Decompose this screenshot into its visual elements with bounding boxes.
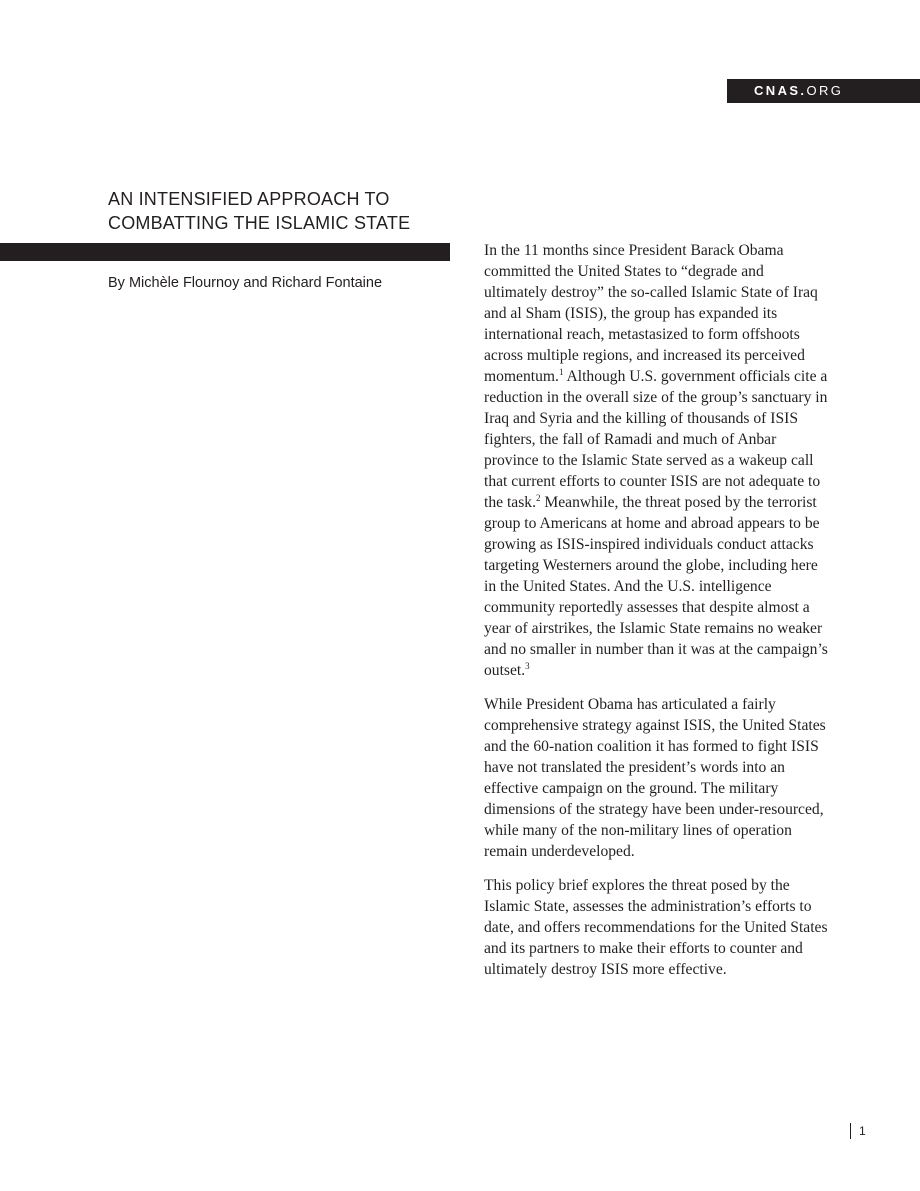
- paragraph-1-text-c: Meanwhile, the threat posed by the terrorist group to Americans at home and abroad appears to be growing as ISIS-inspired individuals conduct attacks targeting Westerners around the globe, including here in the United States. And the U.S. intelligence community reportedly assesses that despite almost a year of airstrikes, the Islamic State remains no weaker and no smaller in number than it was at the campaign’s outset.: [484, 494, 828, 679]
- brand-domain: ORG: [806, 83, 844, 98]
- paragraph-1-text-a: In the 11 months since President Barack Obama committed the United States to “degrade and ultimately destroy” the so-called Islamic State of Iraq and al Sham (ISIS), the group has expanded its international reach, metastasized to form offshoots across multiple regions, and increased its perceived momentum.: [484, 242, 818, 385]
- byline: By Michèle Flournoy and Richard Fontaine: [108, 275, 383, 291]
- body-text-column: [484, 240, 830, 993]
- title-line-2: COMBATTING THE ISLAMIC STATE: [108, 213, 411, 233]
- paragraph-1-text-b: Although U.S. government officials cite a reduction in the overall size of the group’s sanctuary in Iraq and Syria and the killing of thousands of ISIS fighters, the fall of Ramadi and much of Anbar province to the Islamic State served as a wakeup call that current efforts to counter ISIS are not adequate to the task.: [484, 368, 828, 511]
- footnote-ref-1: 1: [558, 367, 564, 377]
- site-brand-bar: [727, 79, 920, 103]
- title-line-1: AN INTENSIFIED APPROACH TO: [108, 189, 390, 209]
- body-paragraph-3: This policy brief explores the threat posed by the Islamic State, assesses the administration’s efforts to date, and offers recommendations for the United States and its partners to make their efforts to counter and ultimately destroy ISIS more effective.: [484, 877, 828, 978]
- footnote-ref-3: 3: [525, 661, 530, 671]
- title-divider-bar: [0, 243, 450, 261]
- page-number: 1: [850, 1123, 866, 1139]
- body-paragraph-1: [484, 240, 830, 681]
- brand-name: CNAS.: [754, 83, 807, 98]
- footnote-ref-2: 2: [535, 493, 541, 503]
- body-paragraph-2: While President Obama has articulated a fairly comprehensive strategy against ISIS, the United States and the 60-nation coalition it has formed to fight ISIS have not translated the president’s words into an effective campaign on the ground. The military dimensions of the strategy have been under-resourced, while many of the non-military lines of operation remain underdeveloped.: [484, 696, 826, 860]
- document-title: [108, 187, 448, 235]
